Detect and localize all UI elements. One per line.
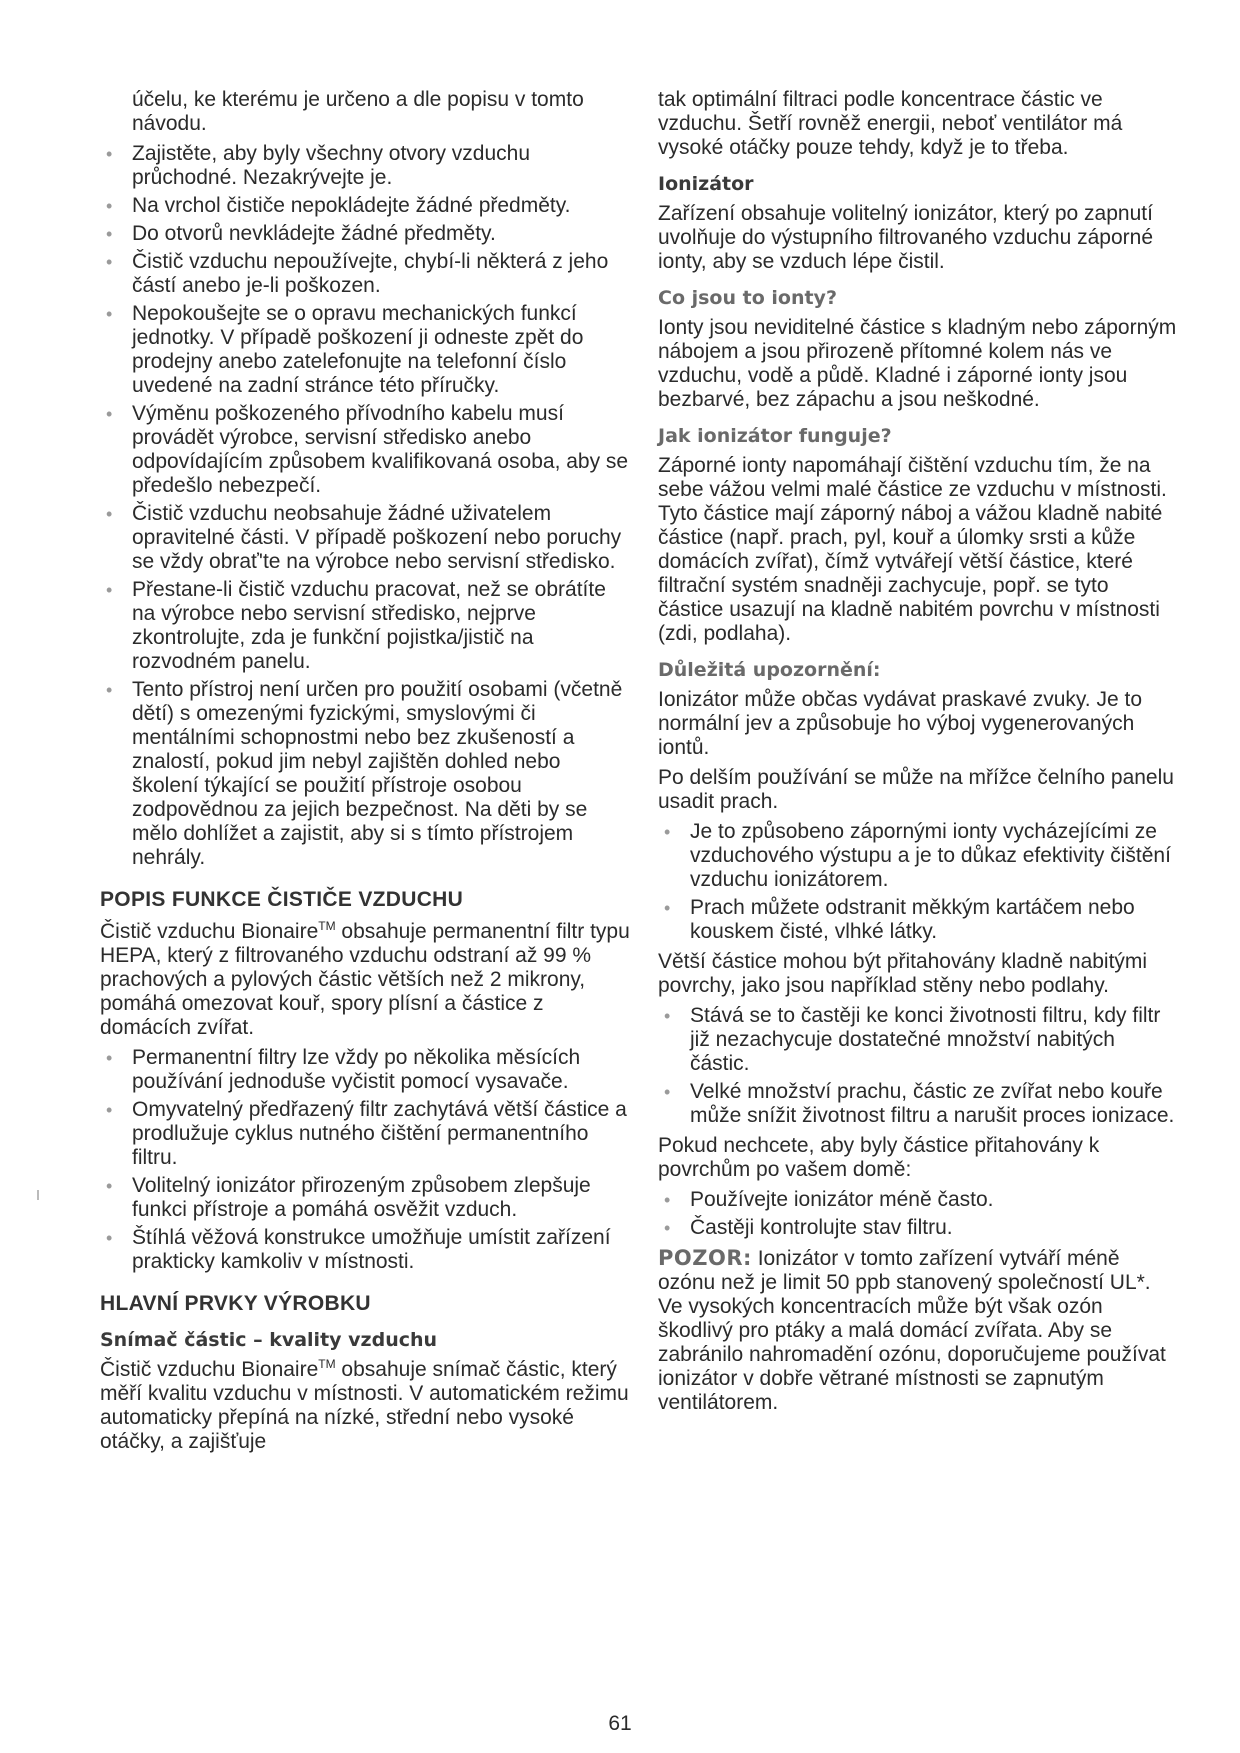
sensor-heading: Snímač částic – kvality vzduchu <box>100 1329 438 1351</box>
left-column <box>100 88 630 1460</box>
how-paragraph: Záporné ionty napomáhají čištění vzduchu tím, že na sebe vážou velmi malé částice ze vzduchu v místnosti. Tyto částice mají záporný náboj a vážou kladně nabité částice (např. prach, pyl, kouř a úlomky srsti a kůže domácích zvířat), čímž vytvářejí větší částice, které filtrační systém snadněji zachycuje, popř. se tyto částice usazují na kladně nabitém povrchu v místnosti (zdi, podlaha). <box>658 454 1167 645</box>
function-list <box>100 1046 630 1274</box>
function-paragraph: Čistič vzduchu Bionaire™ obsahuje permanentní filtr typu HEPA, který z filtrovaného vzduchu odstraní až 99 % prachových a pylových částic větších než 2 mikrony, pomáhá omezovat kouř, spory plísní a částice z domácích zvířat. <box>100 919 630 1039</box>
how-heading: Jak ionizátor funguje? <box>658 425 892 447</box>
trademark: TM <box>318 1357 336 1371</box>
margin-mark <box>37 1190 39 1200</box>
ions-heading: Co jsou to ionty? <box>658 287 837 309</box>
prevent-list <box>658 1188 1178 1240</box>
sensor-continuation: tak optimální filtraci podle koncentrace částic ve vzduchu. Šetří rovněž energii, neboť ventilátor má vysoké otáčky pouze tehdy, když je to třeba. <box>658 88 1123 159</box>
right-column <box>658 88 1178 1421</box>
warning-paragraph: POZOR: Ionizátor v tomto zařízení vytváří méně ozónu než je limit 50 ppb stanovený společností UL*. Ve vysokých koncentracích může být však ozón škodlivý pro ptáky a malá domácí zvířata. Aby se zabránilo nahromadění ozónu, doporučujeme používat ionizátor v dobře větrané místnosti se zapnutým ventilátorem. <box>658 1246 1166 1414</box>
larger-particles-paragraph: Větší částice mohou být přitahovány kladně nabitými povrchy, jako jsou například stěny nebo podlahy. <box>658 950 1148 997</box>
intro-continuation: účelu, ke kterému je určeno a dle popisu v tomto návodu. <box>132 88 584 135</box>
ions-paragraph: Ionty jsou neviditelné částice s kladným nebo záporným nábojem a jsou přirozeně přítomné kolem nás ve vzduchu, vodě a půdě. Kladné i záporné ionty jsou bezbarvé, bez zápachu a jsou neškodné. <box>658 316 1177 411</box>
warning-label: POZOR: <box>658 1246 752 1270</box>
list-item: • Štíhlá věžová konstrukce umožňuje umístit zařízení prakticky kamkoliv v místnosti. <box>100 1226 630 1274</box>
list-item: • Do otvorů nevkládejte žádné předměty. <box>100 222 630 246</box>
list-item: • Tento přístroj není určen pro použití osobami (včetně dětí) s omezenými fyzickými, smyslovými či mentálními schopnostmi nebo bez zkušeností a znalostí, pokud jim nebyl zajištěn dohled nebo školení týkající se použití přístroje osobou zodpovědnou za jejich bezpečnost. Na děti by se mělo dohlížet a zajistit, aby si s tímto přístrojem nehrály. <box>100 678 630 870</box>
list-item: • Omyvatelný předřazený filtr zachytává větší částice a prodlužuje cyklus nutného čištění permanentního filtru. <box>100 1098 630 1170</box>
list-item: • Výměnu poškozeného přívodního kabelu musí provádět výrobce, servisní středisko anebo odpovídajícím způsobem kvalifikovaná osoba, aby se předešlo nebezpečí. <box>100 402 630 498</box>
list-item: • Přestane-li čistič vzduchu pracovat, než se obrátíte na výrobce nebo servisní středisko, nejprve zkontrolujte, zda je funkční pojistka/jistič na rozvodném panelu. <box>100 578 630 674</box>
list-item: • Stává se to častěji ke konci životnosti filtru, kdy filtr již nezachycuje dostatečné množství nabitých částic. <box>658 1004 1178 1076</box>
list-item: • Čistič vzduchu nepoužívejte, chybí-li některá z jeho částí anebo je-li poškozen. <box>100 250 630 298</box>
important-paragraph-1: Ionizátor může občas vydávat praskavé zvuky. Je to normální jev a způsobuje ho výboj vygenerovaných iontů. <box>658 688 1143 759</box>
list-item: • Velké množství prachu, částic ze zvířat nebo kouře může snížit životnost filtru a narušit proces ionizace. <box>658 1080 1178 1128</box>
larger-particles-list <box>658 1004 1178 1128</box>
important-paragraph-2: Po delším používání se může na mřížce čelního panelu usadit prach. <box>658 766 1174 813</box>
page-number: 61 <box>608 1712 632 1735</box>
features-heading: HLAVNÍ PRVKY VÝROBKU <box>100 1292 371 1315</box>
list-item: • Je to způsobeno zápornými ionty vycházejícími ze vzduchového výstupu a je to důkaz efektivity čištění vzduchu ionizátorem. <box>658 820 1178 892</box>
ionizer-paragraph: Zařízení obsahuje volitelný ionizátor, který po zapnutí uvolňuje do výstupního filtrovaného vzduchu záporné ionty, aby se vzduch lépe čistil. <box>658 202 1153 273</box>
list-item: • Volitelný ionizátor přirozeným způsobem zlepšuje funkci přístroje a pomáhá osvěžit vzduch. <box>100 1174 630 1222</box>
list-item: • Nepokoušejte se o opravu mechanických funkcí jednotky. V případě poškození ji odneste zpět do prodejny anebo zatelefonujte na telefonní číslo uvedené na zadní stránce této příručky. <box>100 302 630 398</box>
list-item: • Častěji kontrolujte stav filtru. <box>658 1216 1178 1240</box>
important-heading: Důležitá upozornění: <box>658 659 881 681</box>
list-item: • Permanentní filtry lze vždy po několika měsících používání jednoduše vyčistit pomocí vysavače. <box>100 1046 630 1094</box>
list-item: • Prach můžete odstranit měkkým kartáčem nebo kouskem čisté, vlhké látky. <box>658 896 1178 944</box>
list-item: • Používejte ionizátor méně často. <box>658 1188 1178 1212</box>
safety-list <box>100 142 630 870</box>
prevent-paragraph: Pokud nechcete, aby byly částice přitahovány k povrchům po vašem domě: <box>658 1134 1100 1181</box>
trademark: TM <box>318 919 336 933</box>
function-heading: POPIS FUNKCE ČISTIČE VZDUCHU <box>100 888 464 911</box>
list-item: • Na vrchol čističe nepokládejte žádné předměty. <box>100 194 630 218</box>
sensor-paragraph: Čistič vzduchu Bionaire™ obsahuje snímač částic, který měří kvalitu vzduchu v místnosti. V automatickém režimu automaticky přepíná na nízké, střední nebo vysoké otáčky, a zajišťuje <box>100 1357 629 1453</box>
list-item: • Zajistěte, aby byly všechny otvory vzduchu průchodné. Nezakrývejte je. <box>100 142 630 190</box>
ionizer-heading: Ionizátor <box>658 173 754 195</box>
dust-list <box>658 820 1178 944</box>
list-item: • Čistič vzduchu neobsahuje žádné uživatelem opravitelné části. V případě poškození nebo poruchy se vždy obrať'te na výrobce nebo servisní středisko. <box>100 502 630 574</box>
